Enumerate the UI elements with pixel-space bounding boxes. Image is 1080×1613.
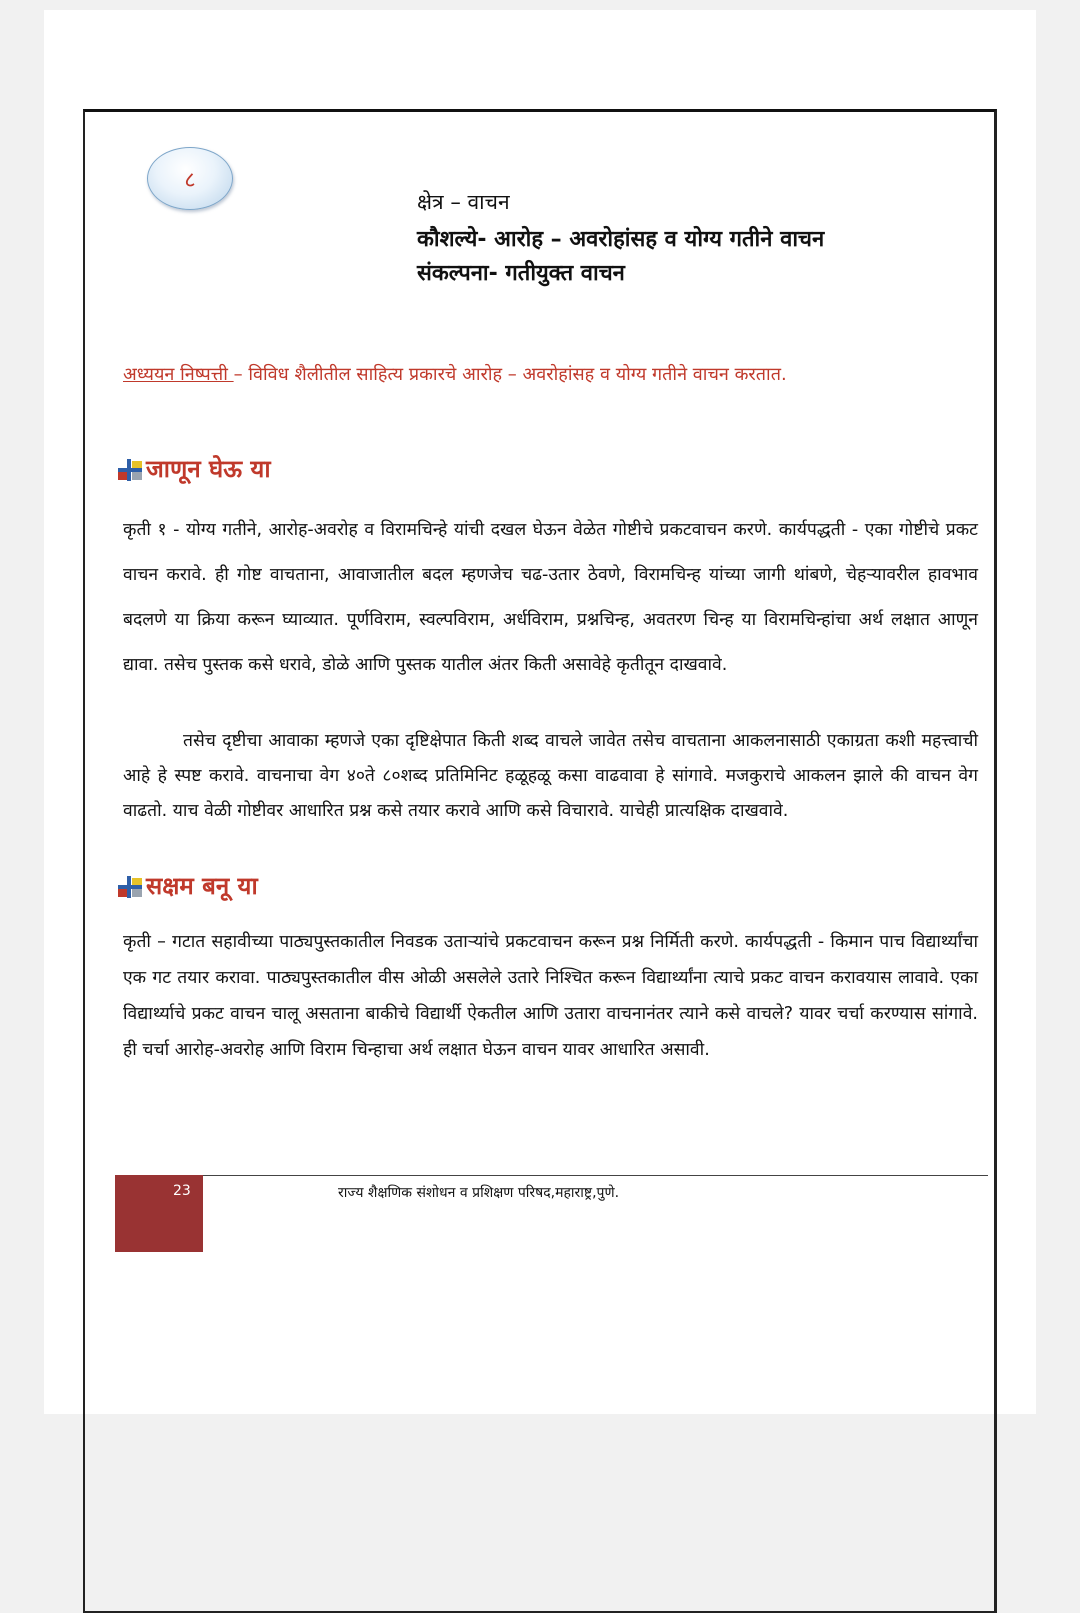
page-number: 23 (173, 1183, 191, 1199)
learning-outcome-label: अध्ययन निष्पत्ती (123, 364, 234, 385)
header-skills: कौशल्ये- आरोह – अवरोहांसह व योग्य गतीने वाचन (417, 227, 825, 252)
activity-1-text: कृती १ - योग्य गतीने, आरोह-अवरोह व विरामचिन्हे यांची दखल घेऊन वेळेत गोष्टीचे प्रकटवाचन करणे. कार्यपद्धती - एका गोष्टीचे प्रकट वाचन करावे. ही गोष्ट वाचताना, आवाजातील बदल म्हणजेच चढ-उतार ठेवणे, विरामचिन्ह यांच्या जागी थांबणे, चेहऱ्यावरील हावभाव बदलणे या क्रिया करून घ्याव्यात. पूर्णविराम, स्वल्पविराम, अर्धविराम, प्रश्नचिन्ह, अवतरण चिन्ह या विरामचिन्हांचा अर्थ लक्षात आणून द्यावा. तसेच पुस्तक कसे धरावे, डोळे आणि पुस्तक यातील अंतर किती असावेहे कृतीतून दाखवावे. (123, 520, 978, 675)
group-activity-paragraph (123, 924, 978, 1068)
section-bullet-icon (116, 874, 144, 898)
learning-outcome (123, 355, 978, 395)
section-heading-capable-text: सक्षम बनू या (146, 872, 258, 900)
section-heading-know-text: जाणून घेऊ या (146, 455, 271, 483)
section-heading-know (116, 452, 271, 485)
chapter-number-badge (147, 147, 233, 210)
vision-span-paragraph (123, 724, 978, 829)
vision-span-text: तसेच दृष्टीचा आवाका म्हणजे एका दृष्टिक्षेपात किती शब्द वाचले जावेत तसेच वाचताना आकलनासाठी एकाग्रता कशी महत्त्वाची आहे हे स्पष्ट करावे. वाचनाचा वेग ४०ते ८०शब्द प्रतिमिनिट हळूहळू कसा वाढवावा हे सांगावे. मजकुराचे आकलन झाले की वाचन वेग वाढतो. याच वेळी गोष्टीवर आधारित प्रश्न कसे तयार करावे आणि कसे विचारावे. याचेही प्रात्यक्षिक दाखवावे. (123, 731, 978, 821)
header-concept: संकल्पना- गतीयुक्त वाचन (417, 261, 625, 286)
section-heading-capable (116, 869, 258, 902)
footer-divider (115, 1175, 988, 1176)
group-activity-text: कृती – गटात सहावीच्या पाठ्यपुस्तकातील निवडक उताऱ्यांचे प्रकटवाचन करून प्रश्न निर्मिती करणे. कार्यपद्धती - किमान पाच विद्यार्थ्यांचा एक गट तयार करावा. पाठ्यपुस्तकातील वीस ओळी असलेले उतारे निश्चित करून विद्यार्थ्यांना त्याचे प्रकट वाचन करावयास लावावे. एका विद्यार्थ्याचे प्रकट वाचन चालू असताना बाकीचे विद्यार्थी ऐकतील आणि उतारा वाचनानंतर त्याने कसे वाचले? यावर चर्चा करण्यास सांगावे. ही चर्चा आरोह-अवरोह आणि विराम चिन्हाचा अर्थ लक्षात घेऊन वाचन यावर आधारित असावी. (123, 932, 978, 1060)
learning-outcome-text: – विविध शैलीतील साहित्य प्रकारचे आरोह – अवरोहांसह व योग्य गतीने वाचन करतात. (233, 364, 787, 385)
chapter-number: ८ (184, 167, 196, 193)
footer-publisher: राज्य शैक्षणिक संशोधन व प्रशिक्षण परिषद,महाराष्ट्र,पुणे. (338, 1185, 620, 1201)
header-field: क्षेत्र – वाचन (417, 190, 510, 214)
page-border (83, 109, 997, 1613)
activity-1-paragraph (123, 508, 978, 688)
section-bullet-icon (116, 457, 144, 481)
